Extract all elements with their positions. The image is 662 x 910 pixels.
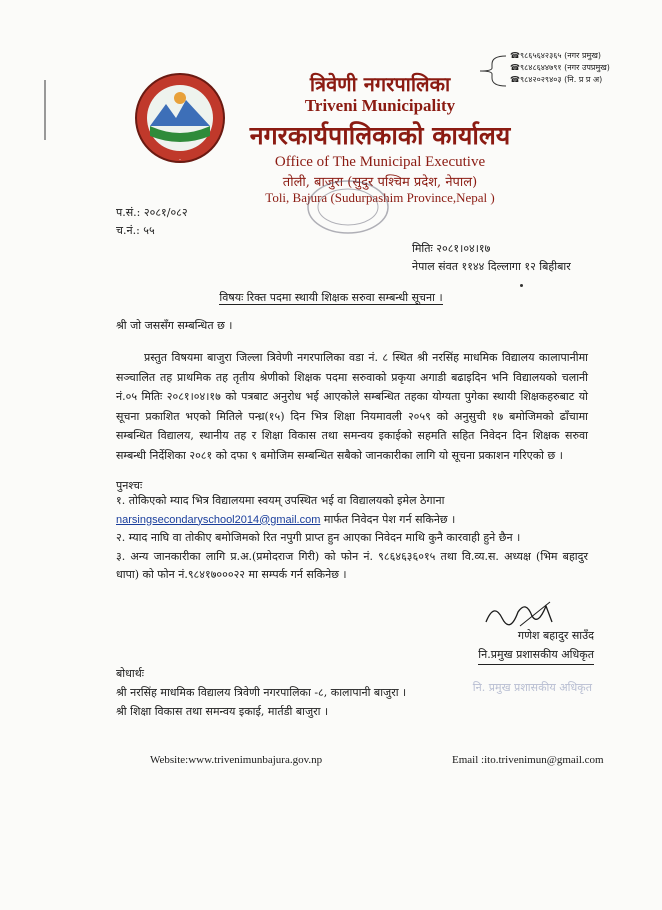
office-name-en: Office of The Municipal Executive [274, 154, 486, 170]
punascha-item-3: ३. अन्य जानकारीका लागि प्र.अ.(प्रमोदराज गिरी) को फोन नं. ९८६४६३६०१५ तथा वि.व्य.स. अध्यक्ष (भिम बहादुर धापा) को फोन नं.९८४१७०००२२ मा सम्पर्क गर्न सकिनेछ । [116, 549, 588, 581]
date-bs: मितिः २०८१।०४।१७ [412, 242, 491, 255]
salutation: श्री जो जससँग सम्बन्धित छ । [116, 319, 233, 332]
punascha-item-1-post: मार्फत निवेदन पेश गर्न सकिनेछ । [320, 512, 456, 526]
subject-text: विषयः रिक्त पदमा स्थायी शिक्षक सरुवा सम्बन्धी सूचना । [219, 291, 443, 304]
subject-line [0, 290, 662, 305]
signatory-name: गणेश बहादुर साउँद [517, 629, 594, 642]
phone-mayor: ☎९८६५६४२३६५ (नगर प्रमुख) [510, 51, 601, 60]
brace-icon [478, 54, 508, 88]
office-seal-stamp [305, 178, 391, 236]
bodharth-block [116, 664, 406, 721]
phone-cao: ☎९८४२०२९४०३ (नि. प्र प्र अ) [510, 75, 603, 84]
ink-speck [520, 284, 523, 287]
svg-text:.: . [178, 154, 182, 162]
bodharth-line-2: श्री शिक्षा विकास तथा समन्वय इकाई, मार्तडी बाजुरा । [116, 705, 329, 718]
address-en: Toli, Bajura (Sudurpashim Province,Nepal ) [265, 190, 495, 205]
margin-rule [44, 80, 46, 140]
signatory-block [444, 626, 594, 665]
bodharth-line-1: श्री नरसिंह माधमिक विद्यालय त्रिवेणी नगरपालिका -८, कालापानी बाजुरा । [116, 686, 407, 699]
punascha-item-1-text: १. तोकिएको म्याद भित्र विद्यालयमा स्वयम् उपस्थित भई वा विद्यालयको इमेल ठेगाना [116, 494, 445, 507]
chalani-number: च.नं.: ५५ [116, 224, 155, 237]
notice-body: प्रस्तुत विषयमा बाजुरा जिल्ला त्रिवेणी नगरपालिका वडा नं. ८ स्थित श्री नरसिंह माधमिक विद्यालय कालापानीमा सञ्चालित तह प्राथमिक तह तृतीय श्रेणीको शिक्षक पदमा सरुवाको प्रकृया अगाडी बढाइदिन भनि विद्यालयको चलानी नं.०५ मितिः २०८१।०४।१७ को पत्रबाट अनुरोध भई आएकोले सम्बन्धित तहका योग्यता पुगेका स्थायी शिक्षकहरुबाट यो सूचना प्रकाशित भएको मितिले पन्ध्र(१५) दिन भित्र शिक्षा नियमावली २०५९ को अनुसुची १७ बमोजिमको ढाँचामा सम्बन्धित विद्यालय, स्थानीय तह र शिक्षा विकास तथा समन्वय इकाईको सहमति सहित निवेदन दिन शिक्षक सरुवा सम्बन्धी निर्देशिका २०८१ को दफा ९ बमोजिम सम्बन्धित सबैको जानकारीका लागि यो सूचना प्रकाशन गरिएको छ । [116, 351, 588, 462]
bodharth-label: बोधार्थः [116, 667, 144, 680]
municipality-name-np: त्रिवेणी नगरपालिका [309, 72, 451, 96]
date-block [412, 240, 571, 276]
signatory-title: नि.प्रमुख प्रशासकीय अधिकृत [478, 645, 594, 665]
punascha-item-1 [116, 492, 588, 529]
contact-phones [510, 50, 610, 86]
municipality-name-en: Triveni Municipality [304, 96, 456, 115]
school-email-link[interactable]: narsingsecondaryschool2014@gmail.com [116, 513, 321, 526]
footer-website[interactable]: Website:www.trivenimunbajura.gov.np [150, 754, 323, 766]
reference-block [116, 204, 188, 240]
patra-sankhya: प.सं.: २०८१/०८२ [116, 206, 188, 219]
municipality-emblem [132, 70, 228, 166]
punascha-item-2: २. म्याद नाघि वा तोकीए बमोजिमको रित नपुगी प्राप्त हुन आएका निवेदन माथि कुनै कारवाही हुने छैन । [116, 531, 521, 544]
rubber-stamp: नि. प्रमुख प्रशासकीय अधिकृत [472, 681, 592, 694]
date-nepal-sambat: नेपाल संवत ११४४ दिल्लागा १२ बिहीबार [412, 260, 571, 273]
punascha-list [116, 492, 588, 585]
phone-deputy-mayor: ☎९८४८६४४७९१ (नगर उपप्रमुख) [510, 63, 610, 72]
address-np: तोली, बाजुरा (सुदुर पश्चिम प्रदेश, नेपाल) [282, 175, 478, 190]
footer-email[interactable]: Email :ito.trivenimun@gmail.com [452, 754, 604, 766]
punascha-label: पुनश्चः [116, 479, 143, 492]
office-name-np: नगरकार्यपालिकाको कार्यालय [249, 121, 511, 150]
